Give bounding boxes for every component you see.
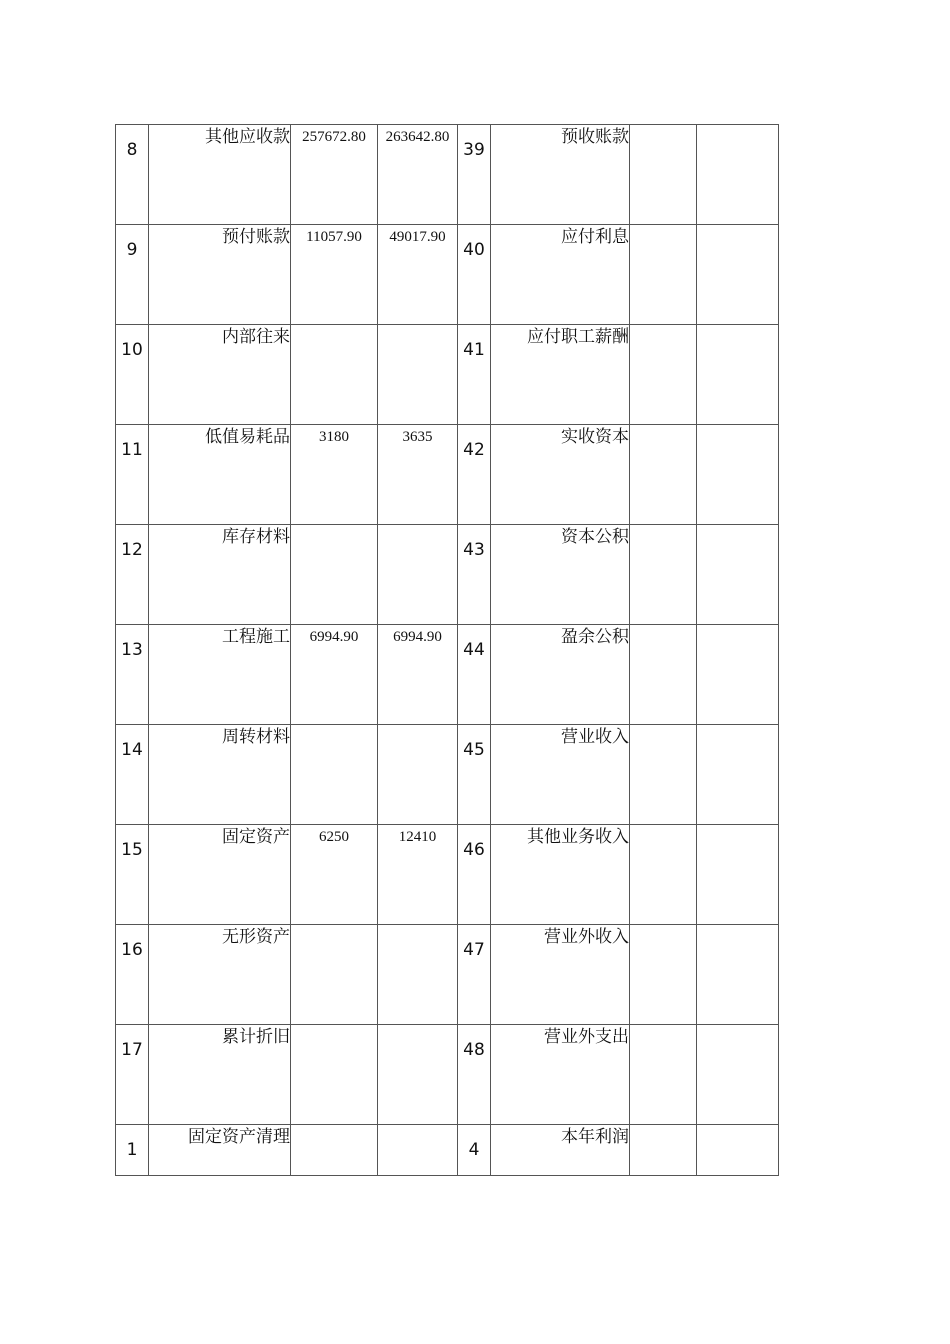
- ledger-body: [116, 125, 779, 1176]
- right-account-name: 实收资本: [491, 425, 630, 525]
- amount-cell-a: [291, 525, 378, 625]
- amount-cell-d: [697, 125, 779, 225]
- table-row: [116, 125, 779, 225]
- right-account-name: 预收账款: [491, 125, 630, 225]
- left-account-name: 累计折旧: [149, 1025, 291, 1125]
- amount-cell-b: [378, 925, 458, 1025]
- amount-cell-c: [630, 1125, 697, 1176]
- right-account-name: 其他业务收入: [491, 825, 630, 925]
- right-row-number: 45: [458, 725, 491, 825]
- right-account-name: 资本公积: [491, 525, 630, 625]
- amount-cell-c: [630, 325, 697, 425]
- right-row-number: 47: [458, 925, 491, 1025]
- right-row-number: 39: [458, 125, 491, 225]
- amount-cell-c: [630, 125, 697, 225]
- right-row-number: 46: [458, 825, 491, 925]
- left-account-name: 无形资产: [149, 925, 291, 1025]
- table-row: [116, 525, 779, 625]
- right-row-number: 40: [458, 225, 491, 325]
- table-row: [116, 325, 779, 425]
- amount-cell-d: [697, 525, 779, 625]
- right-account-name: 盈余公积: [491, 625, 630, 725]
- right-account-name: 应付利息: [491, 225, 630, 325]
- left-row-number: 9: [116, 225, 149, 325]
- amount-cell-c: [630, 925, 697, 1025]
- amount-cell-b: [378, 1125, 458, 1176]
- table-row: [116, 925, 779, 1025]
- left-account-name: 固定资产: [149, 825, 291, 925]
- left-row-number: 14: [116, 725, 149, 825]
- right-row-number: 44: [458, 625, 491, 725]
- amount-cell-c: [630, 625, 697, 725]
- ledger-table: [115, 124, 779, 1176]
- left-row-number: 8: [116, 125, 149, 225]
- table-row: [116, 1025, 779, 1125]
- amount-cell-b: [378, 525, 458, 625]
- left-row-number: 13: [116, 625, 149, 725]
- left-row-number: 17: [116, 1025, 149, 1125]
- amount-cell-c: [630, 425, 697, 525]
- amount-cell-c: [630, 825, 697, 925]
- left-account-name: 固定资产清理: [149, 1125, 291, 1176]
- amount-cell-d: [697, 925, 779, 1025]
- table-row: [116, 725, 779, 825]
- amount-cell-b: 12410: [378, 825, 458, 925]
- left-account-name: 工程施工: [149, 625, 291, 725]
- amount-cell-c: [630, 1025, 697, 1125]
- left-account-name: 预付账款: [149, 225, 291, 325]
- right-row-number: 48: [458, 1025, 491, 1125]
- right-row-number: 42: [458, 425, 491, 525]
- left-account-name: 低值易耗品: [149, 425, 291, 525]
- amount-cell-d: [697, 325, 779, 425]
- left-row-number: 12: [116, 525, 149, 625]
- amount-cell-a: 6994.90: [291, 625, 378, 725]
- amount-cell-c: [630, 525, 697, 625]
- table-row: [116, 225, 779, 325]
- amount-cell-b: [378, 725, 458, 825]
- amount-cell-a: [291, 325, 378, 425]
- amount-cell-d: [697, 725, 779, 825]
- amount-cell-d: [697, 1125, 779, 1176]
- amount-cell-b: 6994.90: [378, 625, 458, 725]
- amount-cell-b: [378, 1025, 458, 1125]
- right-row-number: 43: [458, 525, 491, 625]
- amount-cell-a: [291, 1025, 378, 1125]
- right-account-name: 营业外收入: [491, 925, 630, 1025]
- amount-cell-a: [291, 925, 378, 1025]
- left-account-name: 周转材料: [149, 725, 291, 825]
- amount-cell-a: 3180: [291, 425, 378, 525]
- amount-cell-d: [697, 1025, 779, 1125]
- left-row-number: 11: [116, 425, 149, 525]
- left-row-number: 15: [116, 825, 149, 925]
- table-row: [116, 1125, 779, 1176]
- left-account-name: 内部往来: [149, 325, 291, 425]
- left-row-number: 10: [116, 325, 149, 425]
- amount-cell-d: [697, 425, 779, 525]
- right-row-number: 4: [458, 1125, 491, 1176]
- left-account-name: 其他应收款: [149, 125, 291, 225]
- amount-cell-b: 263642.80: [378, 125, 458, 225]
- amount-cell-c: [630, 225, 697, 325]
- left-row-number: 1: [116, 1125, 149, 1176]
- right-account-name: 本年利润: [491, 1125, 630, 1176]
- amount-cell-c: [630, 725, 697, 825]
- right-row-number: 41: [458, 325, 491, 425]
- table-row: [116, 825, 779, 925]
- right-account-name: 应付职工薪酬: [491, 325, 630, 425]
- table-row: [116, 625, 779, 725]
- table-row: [116, 425, 779, 525]
- amount-cell-b: [378, 325, 458, 425]
- amount-cell-a: [291, 725, 378, 825]
- amount-cell-d: [697, 225, 779, 325]
- amount-cell-a: 257672.80: [291, 125, 378, 225]
- left-account-name: 库存材料: [149, 525, 291, 625]
- amount-cell-a: 11057.90: [291, 225, 378, 325]
- amount-cell-b: 49017.90: [378, 225, 458, 325]
- right-account-name: 营业外支出: [491, 1025, 630, 1125]
- amount-cell-a: [291, 1125, 378, 1176]
- left-row-number: 16: [116, 925, 149, 1025]
- amount-cell-a: 6250: [291, 825, 378, 925]
- right-account-name: 营业收入: [491, 725, 630, 825]
- amount-cell-b: 3635: [378, 425, 458, 525]
- amount-cell-d: [697, 625, 779, 725]
- amount-cell-d: [697, 825, 779, 925]
